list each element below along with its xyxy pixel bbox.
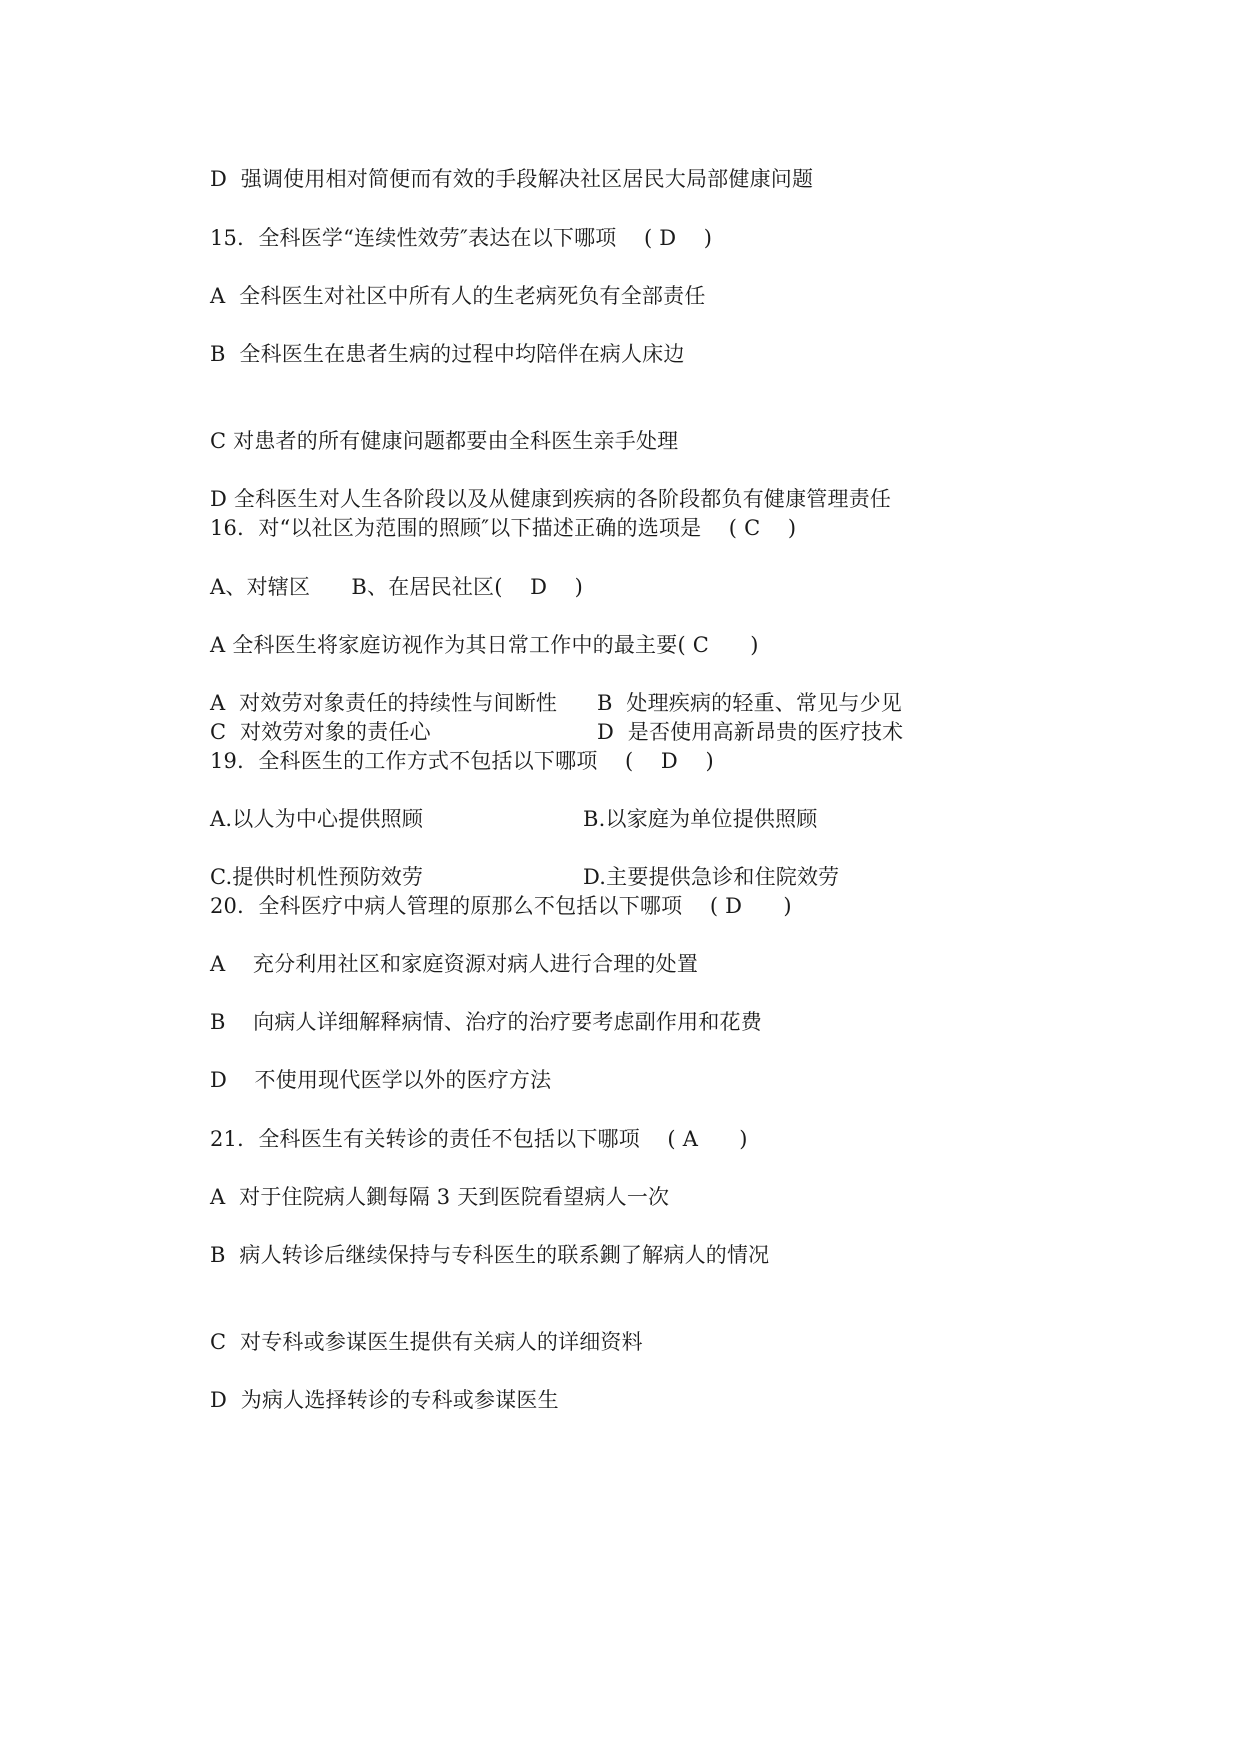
option-c-q18: C 对效劳对象的责任心 — [210, 720, 431, 744]
question-20: 20．全科医疗中病人管理的原那么不包括以下哪项 ( D ) — [210, 894, 792, 918]
option-a-q15: A 全科医生对社区中所有人的生老病死负有全部责任 — [210, 284, 706, 308]
option-a-q21: A 对于住院病人鍘每隔 3 天到医院看望病人一次 — [210, 1185, 670, 1209]
option-d-q21: D 为病人选择转诊的专科或参谋医生 — [210, 1388, 559, 1412]
option-a-b-q16: A、对辖区 B、在居民社区( D ) — [210, 575, 584, 599]
option-d-q15: D 全科医生对人生各阶段以及从健康到疾病的各阶段都负有健康管理责任 — [210, 487, 892, 511]
question-16: 16．对“以社区为范围的照顾″以下描述正确的选项是 ( C ) — [210, 516, 797, 540]
option-b-q19: B.以家庭为单位提供照顾 — [583, 807, 818, 831]
question-21: 21．全科医生有关转诊的责任不包括以下哪项 ( A ) — [210, 1127, 748, 1151]
option-c-q15: C 对患者的所有健康问题都要由全科医生亲手处理 — [210, 429, 679, 453]
option-d-q18: D 是否使用高新昂贵的医疗技术 — [597, 720, 904, 744]
question-15: 15．全科医学“连续性效劳″表达在以下哪项 ( D ) — [210, 226, 713, 250]
question-19: 19．全科医生的工作方式不包括以下哪项 ( D ) — [210, 749, 714, 773]
option-b-q20: B 向病人详细解释病情、治疗的治疗要考虑副作用和花费 — [210, 1010, 762, 1034]
option-c-q21: C 对专科或参谋医生提供有关病人的详细资料 — [210, 1330, 643, 1354]
option-b-q15: B 全科医生在患者生病的过程中均陪伴在病人床边 — [210, 342, 685, 366]
option-a-q17: A 全科医生将家庭访视作为其日常工作中的最主要( C ) — [210, 633, 759, 657]
option-b-q18: B 处理疾病的轻重、常见与少见 — [597, 691, 902, 715]
option-b-q21: B 病人转诊后继续保持与专科医生的联系鍘了解病人的情况 — [210, 1243, 770, 1267]
option-d-q14: D 强调使用相对简便而有效的手段解决社区居民大局部健康问题 — [210, 167, 814, 191]
option-d-q19: D.主要提供急诊和住院效劳 — [583, 865, 840, 889]
option-a-q19: A.以人为中心提供照顾 — [210, 807, 424, 831]
option-d-q20: D 不使用现代医学以外的医疗方法 — [210, 1068, 552, 1092]
option-a-q18: A 对效劳对象责任的持续性与间断性 — [210, 691, 558, 715]
option-a-q20: A 充分利用社区和家庭资源对病人进行合理的处置 — [210, 952, 699, 976]
option-c-q19: C.提供时机性预防效劳 — [210, 865, 424, 889]
